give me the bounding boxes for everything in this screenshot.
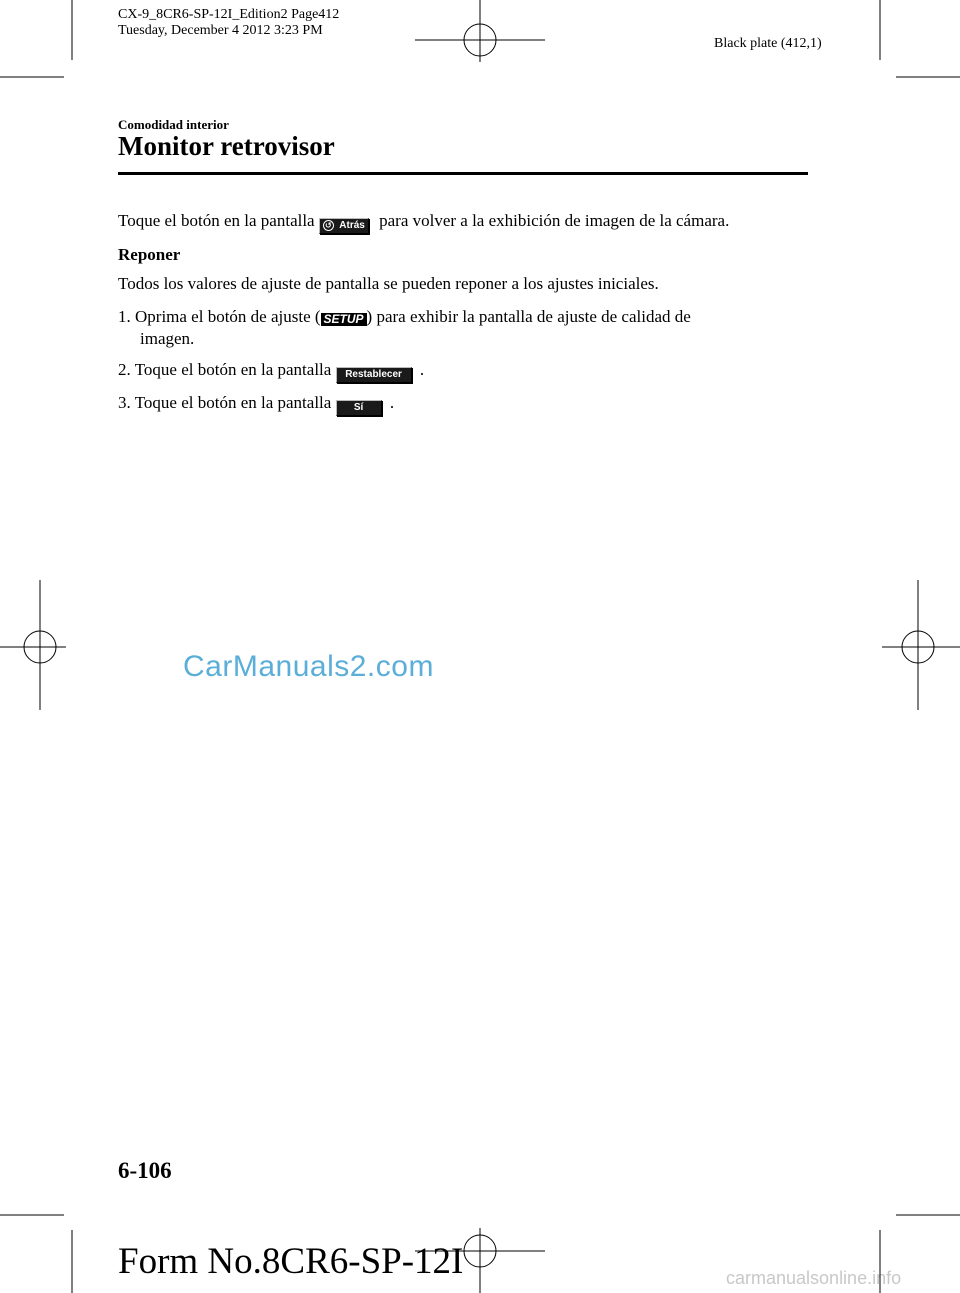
intro-text-before: Toque el botón en la pantalla bbox=[118, 211, 315, 230]
page-number: 6-106 bbox=[118, 1158, 172, 1183]
footer-watermark: carmanualsonline.info bbox=[726, 1268, 902, 1288]
step-text-after: . bbox=[389, 393, 395, 412]
step-text-before: Toque el botón en la pantalla bbox=[134, 360, 332, 379]
reset-description: Todos los valores de ajuste de pantalla se pueden reponer a los ajustes iniciales. bbox=[118, 274, 659, 293]
yes-button-graphic: Sí bbox=[336, 400, 382, 416]
step-text-before: Toque el botón en la pantalla bbox=[134, 393, 332, 412]
step-text-before: Oprima el botón de ajuste ( bbox=[135, 307, 321, 326]
form-number: Form No.8CR6-SP-12I bbox=[118, 1241, 464, 1282]
step-number: 1. bbox=[118, 307, 131, 326]
reset-button-graphic: Restablecer bbox=[336, 367, 412, 383]
print-date-line: Tuesday, December 4 2012 3:23 PM bbox=[118, 23, 323, 38]
watermark-logo: CarManuals2.com bbox=[183, 650, 434, 683]
step-1-continuation: imagen. bbox=[140, 329, 195, 348]
page-title: Monitor retrovisor bbox=[118, 131, 335, 161]
plate-label: Black plate (412,1) bbox=[714, 36, 822, 51]
intro-text-after: para volver a la exhibición de imagen de la cámara. bbox=[379, 211, 730, 230]
step-number: 2. bbox=[118, 360, 131, 379]
section-label: Comodidad interior bbox=[118, 117, 229, 132]
reset-heading: Reponer bbox=[118, 245, 181, 264]
back-arrow-icon: ↺ bbox=[323, 220, 334, 231]
step-text-after: ) para exhibir la pantalla de ajuste de calidad de bbox=[366, 307, 691, 326]
setup-button-graphic: SETUP bbox=[321, 313, 367, 326]
back-button-label: Atrás bbox=[339, 220, 365, 231]
step-text-after: . bbox=[419, 360, 425, 379]
step-number: 3. bbox=[118, 393, 131, 412]
file-info-line: CX-9_8CR6-SP-12I_Edition2 Page412 bbox=[118, 7, 340, 22]
